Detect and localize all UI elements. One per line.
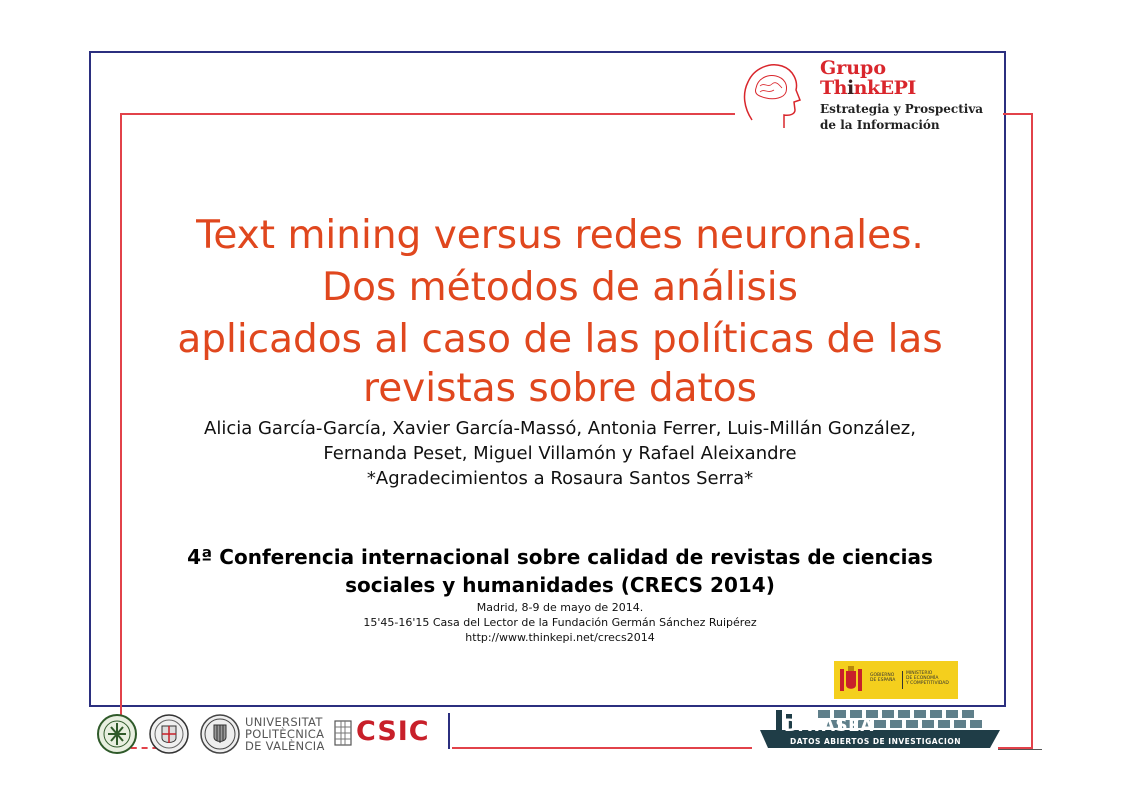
event-date: Madrid, 8-9 de mayo de 2014. bbox=[476, 601, 644, 614]
university-seal-2-icon bbox=[148, 713, 190, 755]
authors-line-2: Fernanda Peset, Miguel Villamón y Rafael Aleixandre bbox=[323, 443, 797, 464]
upv-line-3: DE VALÈNCIA bbox=[245, 739, 325, 753]
red-frame-right bbox=[1031, 113, 1033, 749]
university-seal-1-icon bbox=[96, 713, 138, 755]
ministerio-logo bbox=[834, 661, 958, 699]
acknowledgement: *Agradecimientos a Rosaura Santos Serra* bbox=[366, 468, 754, 489]
title-line-4: revistas sobre datos bbox=[363, 366, 757, 411]
gobierno-line-1: GOBIERNO bbox=[870, 673, 895, 678]
ministerio-line-2: DE ECONOMÍA bbox=[906, 676, 939, 681]
csic-emblem-icon bbox=[332, 718, 354, 748]
red-frame-top-left bbox=[120, 113, 735, 115]
conference-line-1: 4ª Conferencia internacional sobre calidad de revistas de ciencias bbox=[187, 545, 933, 569]
title-line-3: aplicados al caso de las políticas de las bbox=[177, 317, 943, 362]
red-frame-bottom bbox=[452, 747, 752, 749]
authors-line-1: Alicia García-García, Xavier García-Massó, Antonia Ferrer, Luis-Millán González, bbox=[204, 418, 916, 439]
csic-logo-text: CSIC bbox=[356, 716, 430, 747]
csic-divider bbox=[448, 713, 450, 749]
logo-subtitle-1: Estrategia y Prospectiva bbox=[820, 102, 984, 116]
datasea-logo-text: DATASEA bbox=[784, 716, 874, 736]
logo-grupo-text: Grupo bbox=[820, 57, 887, 79]
logo-subtitle-2: de la Información bbox=[820, 118, 940, 132]
ministerio-line-3: Y COMPETITIVIDAD bbox=[906, 681, 949, 686]
ministerio-line-1: MINISTERIO bbox=[906, 671, 933, 676]
ministerio-divider bbox=[902, 671, 903, 689]
upv-line-1: UNIVERSITAT bbox=[245, 715, 323, 729]
conference-line-2: sociales y humanidades (CRECS 2014) bbox=[345, 573, 775, 597]
brain-head-icon bbox=[738, 58, 802, 136]
logo-thinkepi-text: ThinkEPI bbox=[820, 77, 916, 99]
upv-line-2: POLITÈCNICA bbox=[245, 727, 325, 741]
upv-seal-icon bbox=[199, 713, 241, 755]
event-url[interactable]: http://www.thinkepi.net/crecs2014 bbox=[465, 631, 655, 644]
title-line-1: Text mining versus redes neuronales. bbox=[196, 213, 924, 258]
spain-coat-of-arms-icon bbox=[838, 665, 864, 695]
datasea-subtitle: DATOS ABIERTOS DE INVESTIGACION bbox=[790, 737, 962, 746]
title-line-2: Dos métodos de análisis bbox=[322, 265, 798, 310]
event-venue: 15'45-16'15 Casa del Lector de la Fundación Germán Sánchez Ruipérez bbox=[363, 616, 757, 629]
gobierno-line-2: DE ESPAÑA bbox=[870, 678, 896, 683]
red-frame-top-right bbox=[1003, 113, 1033, 115]
